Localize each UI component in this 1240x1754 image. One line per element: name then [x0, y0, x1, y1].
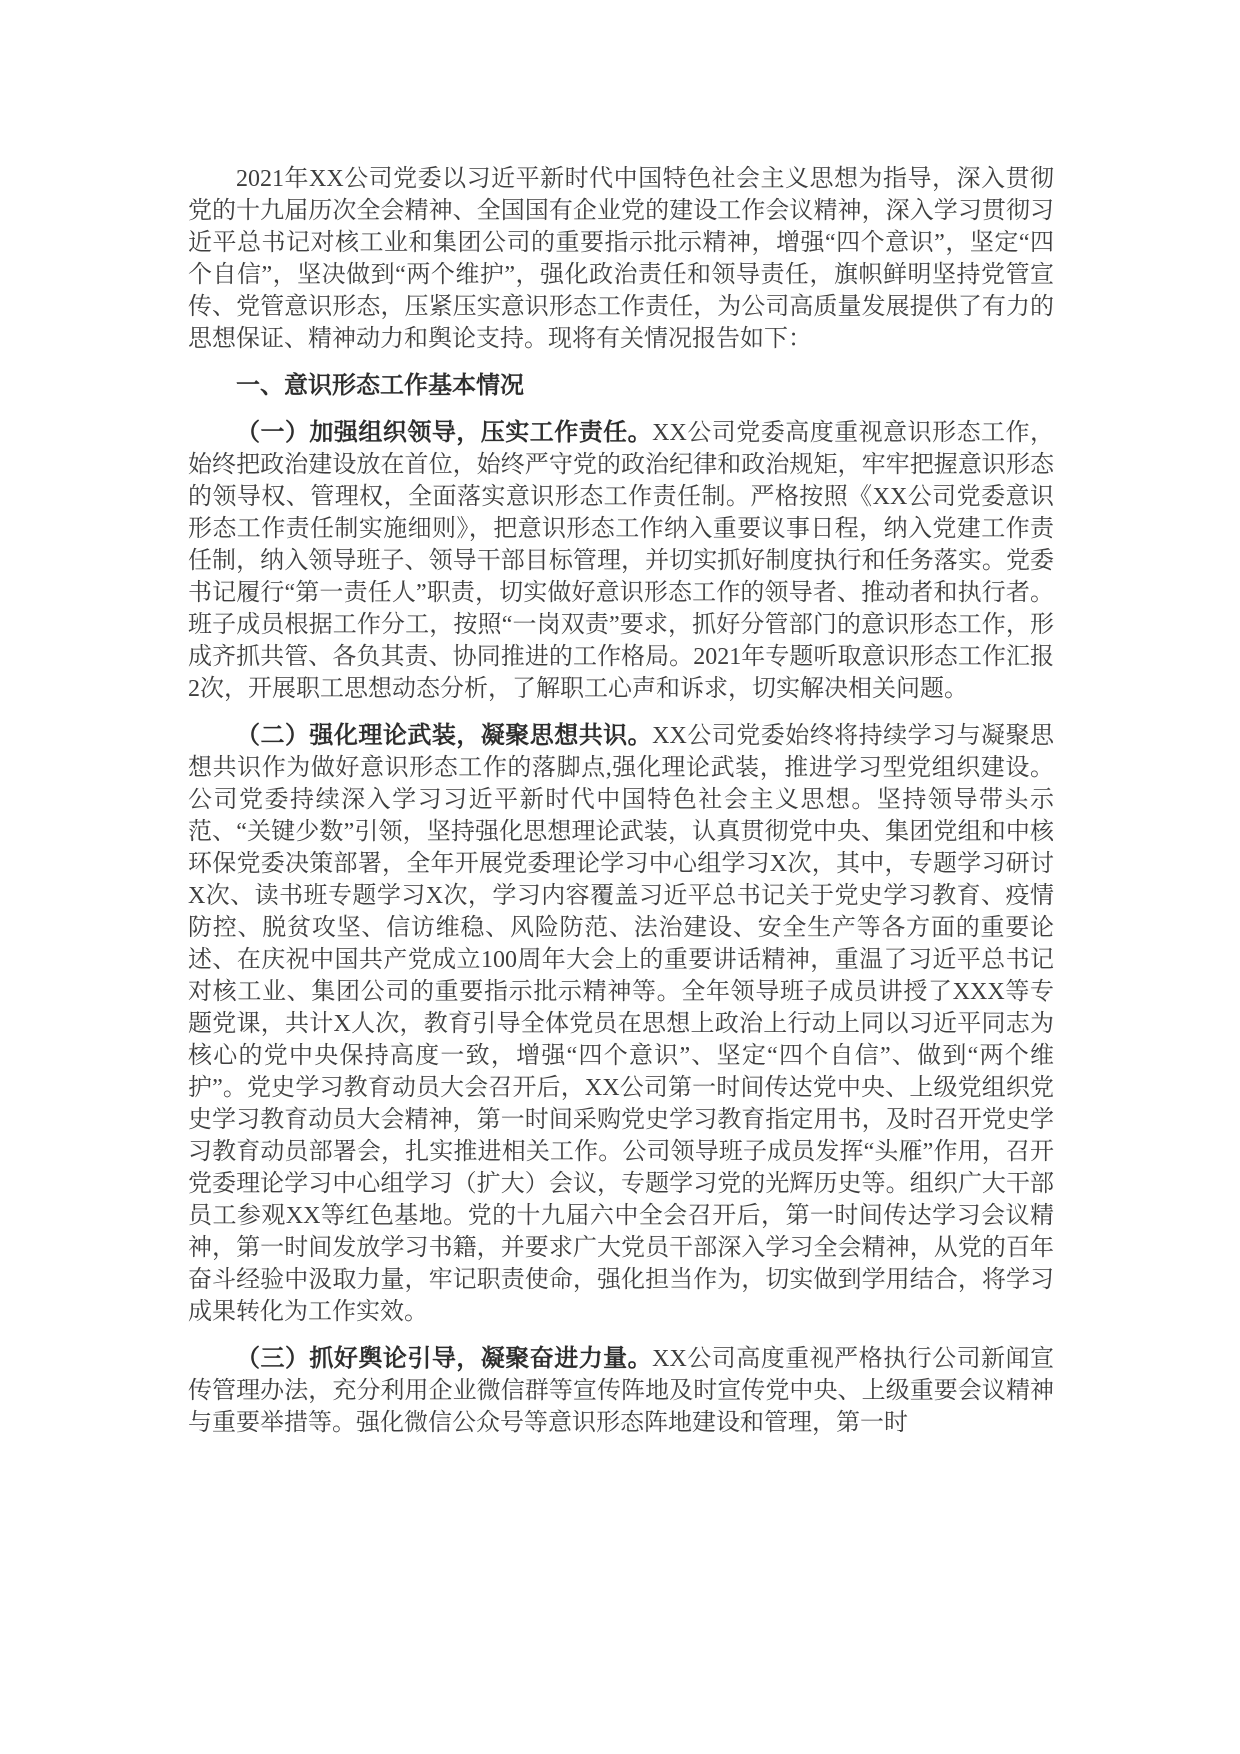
- paragraph-2-body: XX公司党委始终将持续学习与凝聚思想共识作为做好意识形态工作的落脚点,强化理论武装，推进学习型党组织建设。公司党委持续深入学习习近平新时代中国特色社会主义思想。坚持领导带头示范、“关键少数”引领，坚持强化思想理论武装，认真贯彻党中央、集团党组和中核环保党委决策部署，全年开展党委理论学习中心组学习X次，其中，专题学习研讨X次、读书班专题学习X次，学习内容覆盖习近平总书记关于党史学习教育、疫情防控、脱贫攻坚、信访维稳、风险防范、法治建设、安全生产等各方面的重要论述、在庆祝中国共产党成立100周年大会上的重要讲话精神，重温了习近平总书记对核工业、集团公司的重要指示批示精神等。全年领导班子成员讲授了XXX等专题党课，共计X人次，教育引导全体党员在思想上政治上行动上同以习近平同志为核心的党中央保持高度一致，增强“四个意识”、坚定“四个自信”、做到“两个维护”。党史学习教育动员大会召开后，XX公司第一时间传达党中央、上级党组织党史学习教育动员大会精神，第一时间采购党史学习教育指定用书，及时召开党史学习教育动员部署会，扎实推进相关工作。公司领导班子成员发挥“头雁”作用，召开党委理论学习中心组学习（扩大）会议，专题学习党的光辉历史等。组织广大干部员工参观XX等红色基地。党的十九届六中全会召开后，第一时间传达学习会议精神，第一时间发放学习书籍，并要求广大党员干部深入学习全会精神，从党的百年奋斗经验中汲取力量，牢记职责使命，强化担当作为，切实做到学用结合，将学习成果转化为工作实效。: [188, 723, 1055, 1325]
- paragraph-3-lead: （三）抓好舆论引导，凝聚奋进力量。: [236, 1345, 653, 1372]
- section-heading: 一、意识形态工作基本情况: [236, 372, 524, 399]
- document-body: [188, 163, 1054, 1439]
- paragraph-section-1: [188, 417, 1054, 705]
- paragraph-section-2: [188, 720, 1054, 1328]
- paragraph-1-body: XX公司党委高度重视意识形态工作，始终把政治建设放在首位，始终严守党的政治纪律和政治规矩，牢牢把握意识形态的领导权、管理权，全面落实意识形态工作责任制。严格按照《XX公司党委意识形态工作责任制实施细则》，把意识形态工作纳入重要议事日程，纳入党建工作责任制，纳入领导班子、领导干部目标管理，并切实抓好制度执行和任务落实。党委书记履行“第一责任人”职责，切实做好意识形态工作的领导者、推动者和执行者。班子成员根据工作分工，按照“一岗双责”要求，抓好分管部门的意识形态工作，形成齐抓共管、各负其责、协同推进的工作格局。2021年专题听取意识形态工作汇报2次，开展职工思想动态分析，了解职工心声和诉求，切实解决相关问题。: [188, 420, 1055, 702]
- paragraph-1-lead: （一）加强组织领导，压实工作责任。: [236, 419, 653, 446]
- paragraph-2-lead: （二）强化理论武装，凝聚思想共识。: [236, 722, 653, 749]
- paragraph-3-body: XX公司高度重视严格执行公司新闻宣传管理办法，充分利用企业微信群等宣传阵地及时宣传党中央、上级重要会议精神与重要举措等。强化微信公众号等意识形态阵地建设和管理，第一时: [188, 1346, 1055, 1436]
- paragraph-section-3: [188, 1343, 1054, 1439]
- intro-paragraph: 2021年XX公司党委以习近平新时代中国特色社会主义思想为指导，深入贯彻党的十九届历次全会精神、全国国有企业党的建设工作会议精神，深入学习贯彻习近平总书记对核工业和集团公司的重要指示批示精神，增强“四个意识”，坚定“四个自信”，坚决做到“两个维护”，强化政治责任和领导责任，旗帜鲜明坚持党管宣传、党管意识形态，压紧压实意识形态工作责任，为公司高质量发展提供了有力的思想保证、精神动力和舆论支持。现将有关情况报告如下：: [188, 166, 1054, 352]
